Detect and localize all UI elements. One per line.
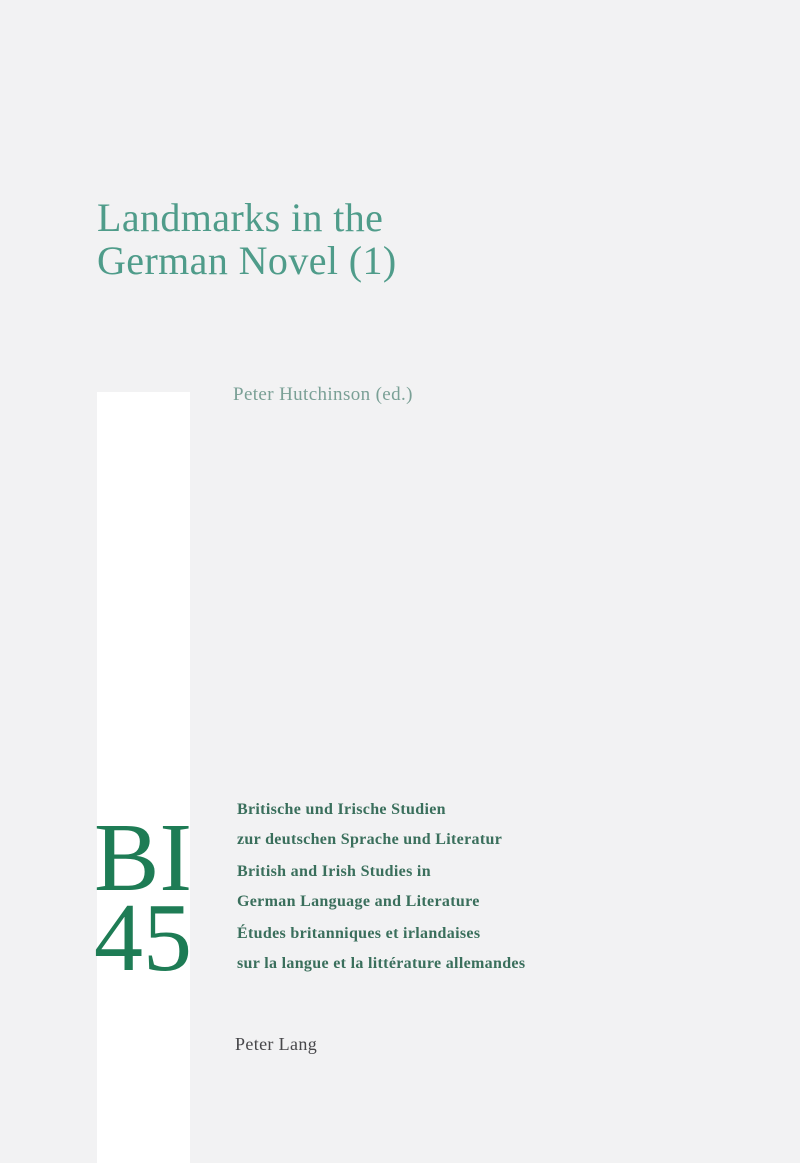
series-title-french-line-1: Études britanniques et irlandaises — [237, 925, 481, 942]
book-title-line-2: German Novel (1) — [97, 238, 397, 283]
editor-name: Peter Hutchinson (ed.) — [233, 384, 413, 405]
publisher-name: Peter Lang — [235, 1034, 318, 1054]
series-code-letters: BI — [94, 804, 192, 912]
accent-stripe — [97, 392, 190, 1163]
series-title-english — [237, 857, 525, 917]
series-title-german-line-1: Britische und Irische Studien — [237, 801, 446, 818]
series-titles — [237, 795, 525, 981]
series-title-french — [237, 919, 525, 979]
book-title — [97, 196, 397, 282]
series-code-number: 45 — [94, 884, 192, 992]
series-title-german — [237, 795, 525, 855]
book-title-line-1: Landmarks in the — [97, 195, 384, 240]
series-title-german-line-2: zur deutschen Sprache und Literatur — [237, 831, 503, 848]
series-code — [94, 804, 192, 992]
series-title-english-line-2: German Language and Literature — [237, 893, 480, 910]
series-title-english-line-1: British and Irish Studies in — [237, 863, 431, 880]
series-title-french-line-2: sur la langue et la littérature allemandes — [237, 955, 526, 972]
